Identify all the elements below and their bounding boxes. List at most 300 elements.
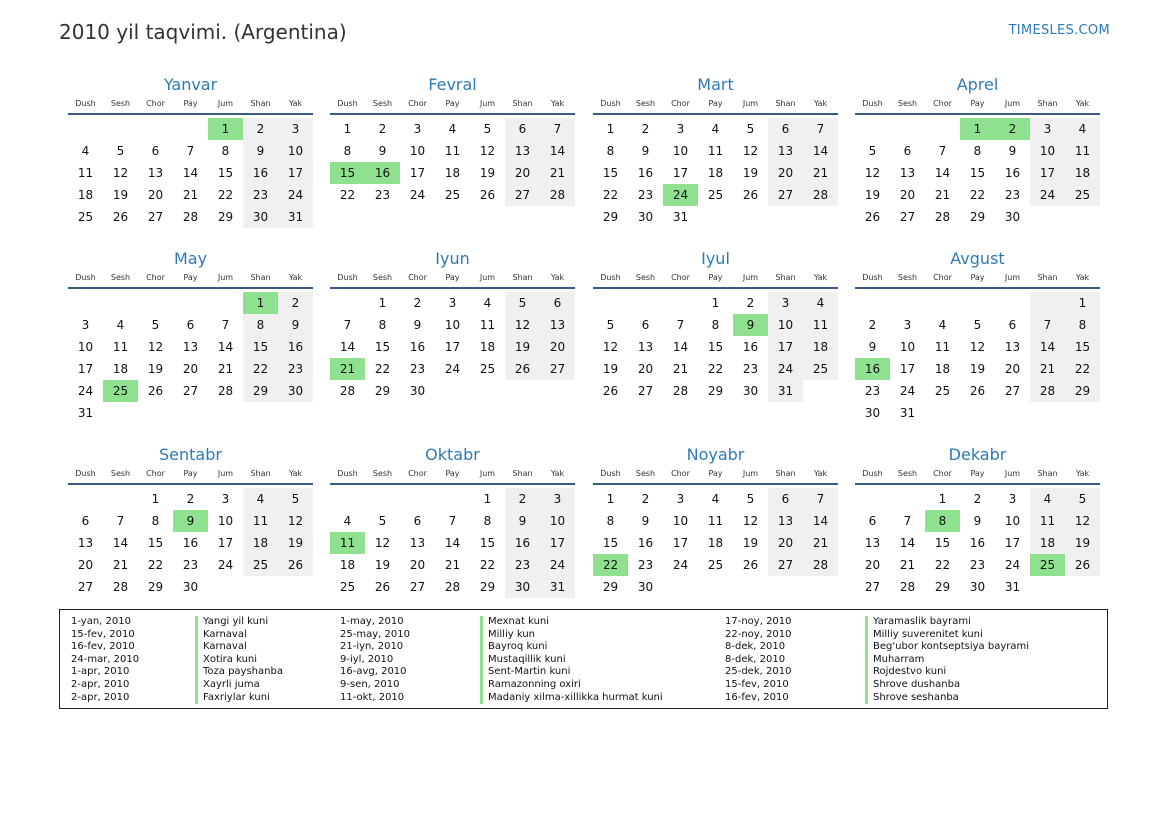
- day-cell[interactable]: 8: [973, 144, 982, 158]
- day-cell[interactable]: 23: [278, 358, 313, 380]
- day-cell[interactable]: 6: [151, 144, 160, 158]
- day-cell[interactable]: 14: [112, 536, 129, 550]
- day-cell[interactable]: 30: [637, 210, 654, 224]
- day-cell[interactable]: 12: [602, 340, 619, 354]
- day-cell[interactable]: 4: [448, 122, 457, 136]
- day-cell[interactable]: 21: [444, 558, 461, 572]
- day-cell[interactable]: 10: [1030, 140, 1065, 162]
- day-cell[interactable]: 14: [672, 340, 689, 354]
- day-cell[interactable]: 6: [186, 318, 195, 332]
- day-cell[interactable]: 25: [1065, 184, 1100, 206]
- day-cell[interactable]: 17: [768, 336, 803, 358]
- day-cell[interactable]: 11: [934, 340, 951, 354]
- day-cell[interactable]: 30: [409, 384, 426, 398]
- day-cell[interactable]: 1: [711, 296, 720, 310]
- day-cell[interactable]: 11: [803, 314, 838, 336]
- day-cell[interactable]: 25: [1030, 554, 1065, 576]
- day-cell[interactable]: 23: [243, 184, 278, 206]
- day-cell[interactable]: 19: [479, 166, 496, 180]
- day-cell[interactable]: 1: [378, 296, 387, 310]
- day-cell[interactable]: 15: [479, 536, 496, 550]
- day-cell[interactable]: 29: [217, 210, 234, 224]
- day-cell[interactable]: 19: [969, 362, 986, 376]
- day-cell[interactable]: 15: [934, 536, 951, 550]
- day-cell[interactable]: 2: [995, 118, 1030, 140]
- day-cell[interactable]: 27: [768, 184, 803, 206]
- day-cell[interactable]: 9: [733, 314, 768, 336]
- day-cell[interactable]: 29: [602, 210, 619, 224]
- day-cell[interactable]: 10: [77, 340, 94, 354]
- day-cell[interactable]: 31: [768, 380, 803, 402]
- day-cell[interactable]: 15: [1065, 336, 1100, 358]
- day-cell[interactable]: 7: [903, 514, 912, 528]
- day-cell[interactable]: 20: [505, 162, 540, 184]
- day-cell[interactable]: 17: [540, 532, 575, 554]
- day-cell[interactable]: 5: [868, 144, 877, 158]
- day-cell[interactable]: 31: [1004, 580, 1021, 594]
- day-cell[interactable]: 28: [540, 184, 575, 206]
- day-cell[interactable]: 2: [641, 122, 650, 136]
- day-cell[interactable]: 20: [768, 162, 803, 184]
- day-cell[interactable]: 8: [606, 144, 615, 158]
- day-cell[interactable]: 18: [934, 362, 951, 376]
- day-cell[interactable]: 5: [483, 122, 492, 136]
- day-cell[interactable]: 2: [278, 292, 313, 314]
- day-cell[interactable]: 2: [641, 492, 650, 506]
- day-cell[interactable]: 22: [934, 558, 951, 572]
- day-cell[interactable]: 6: [641, 318, 650, 332]
- day-cell[interactable]: 18: [243, 532, 278, 554]
- day-cell[interactable]: 3: [413, 122, 422, 136]
- day-cell[interactable]: 27: [768, 554, 803, 576]
- day-cell[interactable]: 24: [278, 184, 313, 206]
- day-cell[interactable]: 15: [602, 166, 619, 180]
- day-cell[interactable]: 11: [243, 510, 278, 532]
- day-cell[interactable]: 20: [182, 362, 199, 376]
- day-cell[interactable]: 31: [77, 406, 94, 420]
- day-cell[interactable]: 30: [1004, 210, 1021, 224]
- day-cell[interactable]: 20: [409, 558, 426, 572]
- day-cell[interactable]: 29: [602, 580, 619, 594]
- day-cell[interactable]: 13: [540, 314, 575, 336]
- day-cell[interactable]: 19: [864, 188, 881, 202]
- day-cell[interactable]: 24: [540, 554, 575, 576]
- day-cell[interactable]: 8: [483, 514, 492, 528]
- day-cell[interactable]: 15: [374, 340, 391, 354]
- day-cell[interactable]: 3: [278, 118, 313, 140]
- day-cell[interactable]: 3: [676, 492, 685, 506]
- day-cell[interactable]: 25: [934, 384, 951, 398]
- day-cell[interactable]: 11: [1030, 510, 1065, 532]
- day-cell[interactable]: 21: [330, 358, 365, 380]
- day-cell[interactable]: 20: [864, 558, 881, 572]
- day-cell[interactable]: 16: [365, 162, 400, 184]
- day-cell[interactable]: 3: [1008, 492, 1017, 506]
- day-cell[interactable]: 7: [1030, 314, 1065, 336]
- day-cell[interactable]: 9: [868, 340, 877, 354]
- day-cell[interactable]: 3: [540, 488, 575, 510]
- day-cell[interactable]: 8: [343, 144, 352, 158]
- day-cell[interactable]: 9: [278, 314, 313, 336]
- day-cell[interactable]: 16: [409, 340, 426, 354]
- day-cell[interactable]: 17: [444, 340, 461, 354]
- day-cell[interactable]: 12: [864, 166, 881, 180]
- day-cell[interactable]: 2: [413, 296, 422, 310]
- day-cell[interactable]: 27: [637, 384, 654, 398]
- day-cell[interactable]: 5: [606, 318, 615, 332]
- day-cell[interactable]: 15: [602, 536, 619, 550]
- day-cell[interactable]: 24: [663, 184, 698, 206]
- day-cell[interactable]: 19: [602, 362, 619, 376]
- day-cell[interactable]: 1: [343, 122, 352, 136]
- day-cell[interactable]: 12: [112, 166, 129, 180]
- day-cell[interactable]: 4: [1065, 118, 1100, 140]
- day-cell[interactable]: 21: [540, 162, 575, 184]
- day-cell[interactable]: 30: [505, 576, 540, 598]
- day-cell[interactable]: 12: [742, 514, 759, 528]
- day-cell[interactable]: 22: [374, 362, 391, 376]
- day-cell[interactable]: 20: [637, 362, 654, 376]
- day-cell[interactable]: 15: [969, 166, 986, 180]
- day-cell[interactable]: 20: [77, 558, 94, 572]
- day-cell[interactable]: 21: [182, 188, 199, 202]
- day-cell[interactable]: 30: [182, 580, 199, 594]
- day-cell[interactable]: 21: [1030, 358, 1065, 380]
- day-cell[interactable]: 14: [803, 510, 838, 532]
- day-cell[interactable]: 16: [278, 336, 313, 358]
- day-cell[interactable]: 19: [278, 532, 313, 554]
- day-cell[interactable]: 23: [637, 558, 654, 572]
- day-cell[interactable]: 26: [742, 558, 759, 572]
- day-cell[interactable]: 18: [803, 336, 838, 358]
- day-cell[interactable]: 23: [374, 188, 391, 202]
- day-cell[interactable]: 22: [707, 362, 724, 376]
- day-cell[interactable]: 1: [938, 492, 947, 506]
- day-cell[interactable]: 28: [112, 580, 129, 594]
- day-cell[interactable]: 3: [676, 122, 685, 136]
- day-cell[interactable]: 14: [1030, 336, 1065, 358]
- day-cell[interactable]: 26: [602, 384, 619, 398]
- day-cell[interactable]: 24: [444, 362, 461, 376]
- day-cell[interactable]: 29: [479, 580, 496, 594]
- day-cell[interactable]: 4: [1030, 488, 1065, 510]
- day-cell[interactable]: 17: [409, 166, 426, 180]
- day-cell[interactable]: 13: [1004, 340, 1021, 354]
- day-cell[interactable]: 8: [606, 514, 615, 528]
- day-cell[interactable]: 10: [672, 144, 689, 158]
- day-cell[interactable]: 23: [1004, 188, 1021, 202]
- day-cell[interactable]: 16: [637, 536, 654, 550]
- day-cell[interactable]: 17: [672, 536, 689, 550]
- day-cell[interactable]: 10: [899, 340, 916, 354]
- day-cell[interactable]: 10: [768, 314, 803, 336]
- day-cell[interactable]: 15: [707, 340, 724, 354]
- day-cell[interactable]: 3: [221, 492, 230, 506]
- day-cell[interactable]: 30: [243, 206, 278, 228]
- day-cell[interactable]: 11: [707, 514, 724, 528]
- day-cell[interactable]: 14: [444, 536, 461, 550]
- day-cell[interactable]: 28: [803, 184, 838, 206]
- day-cell[interactable]: 28: [803, 554, 838, 576]
- day-cell[interactable]: 1: [606, 122, 615, 136]
- day-cell[interactable]: 24: [1030, 184, 1065, 206]
- day-cell[interactable]: 18: [339, 558, 356, 572]
- day-cell[interactable]: 13: [77, 536, 94, 550]
- day-cell[interactable]: 29: [243, 380, 278, 402]
- day-cell[interactable]: 12: [742, 144, 759, 158]
- day-cell[interactable]: 14: [899, 536, 916, 550]
- day-cell[interactable]: 26: [969, 384, 986, 398]
- day-cell[interactable]: 13: [864, 536, 881, 550]
- day-cell[interactable]: 29: [934, 580, 951, 594]
- day-cell[interactable]: 16: [1004, 166, 1021, 180]
- day-cell[interactable]: 13: [147, 166, 164, 180]
- day-cell[interactable]: 19: [374, 558, 391, 572]
- day-cell[interactable]: 13: [505, 140, 540, 162]
- day-cell[interactable]: 23: [505, 554, 540, 576]
- day-cell[interactable]: 12: [1065, 510, 1100, 532]
- day-cell[interactable]: 5: [278, 488, 313, 510]
- day-cell[interactable]: 29: [707, 384, 724, 398]
- day-cell[interactable]: 12: [374, 536, 391, 550]
- day-cell[interactable]: 16: [855, 358, 890, 380]
- day-cell[interactable]: 19: [147, 362, 164, 376]
- day-cell[interactable]: 10: [444, 318, 461, 332]
- day-cell[interactable]: 14: [182, 166, 199, 180]
- day-cell[interactable]: 17: [278, 162, 313, 184]
- day-cell[interactable]: 16: [742, 340, 759, 354]
- day-cell[interactable]: 30: [969, 580, 986, 594]
- day-cell[interactable]: 7: [116, 514, 125, 528]
- day-cell[interactable]: 11: [330, 532, 365, 554]
- day-cell[interactable]: 25: [243, 554, 278, 576]
- day-cell[interactable]: 18: [1030, 532, 1065, 554]
- day-cell[interactable]: 12: [278, 510, 313, 532]
- day-cell[interactable]: 19: [742, 536, 759, 550]
- day-cell[interactable]: 4: [81, 144, 90, 158]
- day-cell[interactable]: 16: [505, 532, 540, 554]
- day-cell[interactable]: 15: [217, 166, 234, 180]
- day-cell[interactable]: 1: [208, 118, 243, 140]
- day-cell[interactable]: 20: [899, 188, 916, 202]
- day-cell[interactable]: 28: [934, 210, 951, 224]
- day-cell[interactable]: 28: [1030, 380, 1065, 402]
- day-cell[interactable]: 3: [768, 292, 803, 314]
- day-cell[interactable]: 9: [505, 510, 540, 532]
- day-cell[interactable]: 31: [540, 576, 575, 598]
- day-cell[interactable]: 21: [217, 362, 234, 376]
- day-cell[interactable]: 12: [479, 144, 496, 158]
- day-cell[interactable]: 21: [934, 188, 951, 202]
- day-cell[interactable]: 2: [243, 118, 278, 140]
- day-cell[interactable]: 7: [540, 118, 575, 140]
- day-cell[interactable]: 5: [746, 492, 755, 506]
- day-cell[interactable]: 4: [116, 318, 125, 332]
- day-cell[interactable]: 11: [444, 144, 461, 158]
- day-cell[interactable]: 7: [343, 318, 352, 332]
- day-cell[interactable]: 15: [147, 536, 164, 550]
- day-cell[interactable]: 17: [77, 362, 94, 376]
- day-cell[interactable]: 24: [899, 384, 916, 398]
- day-cell[interactable]: 21: [803, 162, 838, 184]
- day-cell[interactable]: 1: [960, 118, 995, 140]
- day-cell[interactable]: 20: [147, 188, 164, 202]
- day-cell[interactable]: 13: [768, 510, 803, 532]
- day-cell[interactable]: 9: [973, 514, 982, 528]
- day-cell[interactable]: 22: [479, 558, 496, 572]
- day-cell[interactable]: 4: [803, 292, 838, 314]
- day-cell[interactable]: 15: [243, 336, 278, 358]
- day-cell[interactable]: 13: [409, 536, 426, 550]
- day-cell[interactable]: 1: [483, 492, 492, 506]
- day-cell[interactable]: 29: [374, 384, 391, 398]
- day-cell[interactable]: 29: [1065, 380, 1100, 402]
- day-cell[interactable]: 23: [969, 558, 986, 572]
- day-cell[interactable]: 12: [505, 314, 540, 336]
- day-cell[interactable]: 28: [182, 210, 199, 224]
- day-cell[interactable]: 18: [707, 536, 724, 550]
- day-cell[interactable]: 5: [151, 318, 160, 332]
- day-cell[interactable]: 3: [903, 318, 912, 332]
- day-cell[interactable]: 17: [1030, 162, 1065, 184]
- day-cell[interactable]: 6: [903, 144, 912, 158]
- day-cell[interactable]: 9: [378, 144, 387, 158]
- day-cell[interactable]: 26: [864, 210, 881, 224]
- day-cell[interactable]: 1: [151, 492, 160, 506]
- day-cell[interactable]: 22: [602, 188, 619, 202]
- day-cell[interactable]: 20: [540, 336, 575, 358]
- day-cell[interactable]: 7: [803, 118, 838, 140]
- day-cell[interactable]: 16: [637, 166, 654, 180]
- day-cell[interactable]: 22: [147, 558, 164, 572]
- day-cell[interactable]: 2: [505, 488, 540, 510]
- day-cell[interactable]: 24: [409, 188, 426, 202]
- day-cell[interactable]: 25: [103, 380, 138, 402]
- day-cell[interactable]: 6: [413, 514, 422, 528]
- day-cell[interactable]: 8: [243, 314, 278, 336]
- day-cell[interactable]: 26: [742, 188, 759, 202]
- day-cell[interactable]: 27: [540, 358, 575, 380]
- day-cell[interactable]: 25: [444, 188, 461, 202]
- day-cell[interactable]: 8: [925, 510, 960, 532]
- day-cell[interactable]: 2: [378, 122, 387, 136]
- day-cell[interactable]: 17: [1004, 536, 1021, 550]
- day-cell[interactable]: 31: [899, 406, 916, 420]
- day-cell[interactable]: 23: [864, 384, 881, 398]
- day-cell[interactable]: 24: [217, 558, 234, 572]
- day-cell[interactable]: 27: [1004, 384, 1021, 398]
- day-cell[interactable]: 16: [969, 536, 986, 550]
- day-cell[interactable]: 10: [217, 514, 234, 528]
- day-cell[interactable]: 20: [768, 532, 803, 554]
- day-cell[interactable]: 14: [803, 140, 838, 162]
- day-cell[interactable]: 10: [278, 140, 313, 162]
- day-cell[interactable]: 12: [147, 340, 164, 354]
- day-cell[interactable]: 26: [505, 358, 540, 380]
- day-cell[interactable]: 31: [672, 210, 689, 224]
- day-cell[interactable]: 22: [593, 554, 628, 576]
- day-cell[interactable]: 17: [672, 166, 689, 180]
- day-cell[interactable]: 25: [77, 210, 94, 224]
- day-cell[interactable]: 8: [378, 318, 387, 332]
- site-link[interactable]: TIMESLES.COM: [1008, 23, 1110, 38]
- day-cell[interactable]: 28: [899, 580, 916, 594]
- day-cell[interactable]: 7: [938, 144, 947, 158]
- day-cell[interactable]: 13: [182, 340, 199, 354]
- day-cell[interactable]: 17: [217, 536, 234, 550]
- day-cell[interactable]: 28: [444, 580, 461, 594]
- day-cell[interactable]: 18: [112, 362, 129, 376]
- day-cell[interactable]: 18: [1065, 162, 1100, 184]
- day-cell[interactable]: 20: [1004, 362, 1021, 376]
- day-cell[interactable]: 26: [278, 554, 313, 576]
- day-cell[interactable]: 22: [1065, 358, 1100, 380]
- day-cell[interactable]: 6: [768, 488, 803, 510]
- day-cell[interactable]: 22: [339, 188, 356, 202]
- day-cell[interactable]: 19: [742, 166, 759, 180]
- day-cell[interactable]: 1: [606, 492, 615, 506]
- day-cell[interactable]: 16: [182, 536, 199, 550]
- day-cell[interactable]: 27: [899, 210, 916, 224]
- day-cell[interactable]: 7: [676, 318, 685, 332]
- day-cell[interactable]: 30: [864, 406, 881, 420]
- day-cell[interactable]: 22: [243, 358, 278, 380]
- day-cell[interactable]: 3: [1030, 118, 1065, 140]
- day-cell[interactable]: 12: [969, 340, 986, 354]
- day-cell[interactable]: 5: [973, 318, 982, 332]
- day-cell[interactable]: 3: [81, 318, 90, 332]
- day-cell[interactable]: 14: [934, 166, 951, 180]
- day-cell[interactable]: 26: [112, 210, 129, 224]
- day-cell[interactable]: 1: [243, 292, 278, 314]
- day-cell[interactable]: 21: [803, 532, 838, 554]
- day-cell[interactable]: 1: [1065, 292, 1100, 314]
- day-cell[interactable]: 25: [479, 362, 496, 376]
- day-cell[interactable]: 23: [742, 362, 759, 376]
- day-cell[interactable]: 27: [505, 184, 540, 206]
- day-cell[interactable]: 28: [217, 384, 234, 398]
- day-cell[interactable]: 30: [637, 580, 654, 594]
- day-cell[interactable]: 5: [746, 122, 755, 136]
- day-cell[interactable]: 31: [278, 206, 313, 228]
- day-cell[interactable]: 25: [339, 580, 356, 594]
- day-cell[interactable]: 7: [221, 318, 230, 332]
- day-cell[interactable]: 24: [672, 558, 689, 572]
- day-cell[interactable]: 21: [899, 558, 916, 572]
- day-cell[interactable]: 27: [147, 210, 164, 224]
- day-cell[interactable]: 2: [973, 492, 982, 506]
- day-cell[interactable]: 21: [112, 558, 129, 572]
- day-cell[interactable]: 4: [243, 488, 278, 510]
- day-cell[interactable]: 2: [868, 318, 877, 332]
- day-cell[interactable]: 9: [243, 140, 278, 162]
- day-cell[interactable]: 8: [711, 318, 720, 332]
- day-cell[interactable]: 9: [641, 514, 650, 528]
- day-cell[interactable]: 29: [969, 210, 986, 224]
- day-cell[interactable]: 16: [243, 162, 278, 184]
- day-cell[interactable]: 9: [641, 144, 650, 158]
- day-cell[interactable]: 24: [1004, 558, 1021, 572]
- day-cell[interactable]: 18: [707, 166, 724, 180]
- day-cell[interactable]: 13: [637, 340, 654, 354]
- day-cell[interactable]: 13: [768, 140, 803, 162]
- day-cell[interactable]: 26: [147, 384, 164, 398]
- day-cell[interactable]: 19: [1065, 532, 1100, 554]
- day-cell[interactable]: 5: [1065, 488, 1100, 510]
- day-cell[interactable]: 28: [339, 384, 356, 398]
- day-cell[interactable]: 5: [505, 292, 540, 314]
- day-cell[interactable]: 6: [81, 514, 90, 528]
